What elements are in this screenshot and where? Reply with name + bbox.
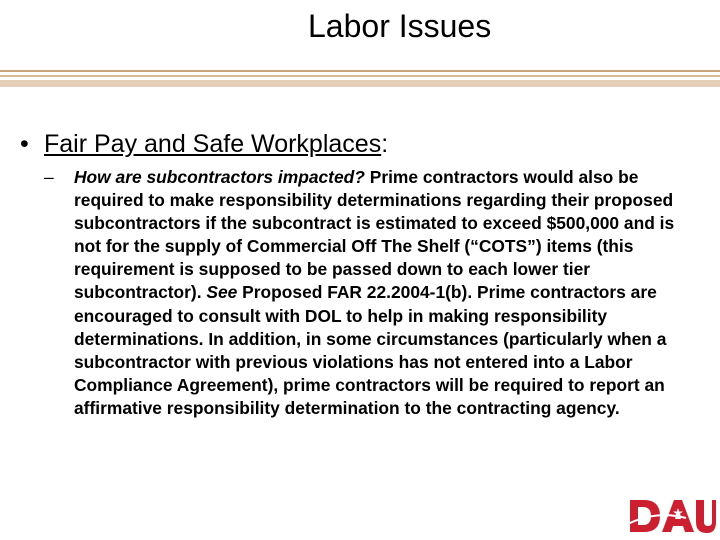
title-rule-dark — [0, 70, 720, 72]
logo-letter-u — [696, 500, 716, 533]
sub-bullet-text-part1: Prime contractors would also be required to make responsibility determinations regarding their proposed subcontractors if the subcontract is estimated to exceed $500,000 and is not for the supply of Commercial Off The Shelf (“COTS”) items (this requirement is supposed to be passed down to each lower tier subcontractor). — [74, 167, 675, 303]
bullet-marker: • — [20, 130, 29, 158]
main-bullet — [20, 128, 388, 160]
sub-bullet-question: How are subcontractors impacted? — [74, 167, 365, 187]
bullet-colon: : — [381, 130, 389, 158]
sub-bullet-text-part2: Proposed FAR 22.2004-1(b). Prime contractors are encouraged to consult with DOL to help in making responsibility determinations. In addition, in some circumstances (particularly when a subcontractor with previous violations has not entered into a Labor Compliance Agreement), prime contractors will be required to report an affirmative responsibility determination to the contracting agency. — [74, 282, 667, 418]
dau-logo — [626, 496, 716, 536]
sub-bullet-marker: – — [44, 167, 54, 187]
bullet-heading: Fair Pay and Safe Workplaces — [44, 130, 382, 158]
title-rule-light — [0, 80, 720, 87]
slide-title-area — [0, 6, 720, 50]
slide-title: Labor Issues — [308, 8, 492, 44]
title-rule-mid — [0, 75, 720, 77]
sub-bullet-text — [74, 166, 704, 420]
sub-bullet-see: See — [206, 282, 238, 303]
